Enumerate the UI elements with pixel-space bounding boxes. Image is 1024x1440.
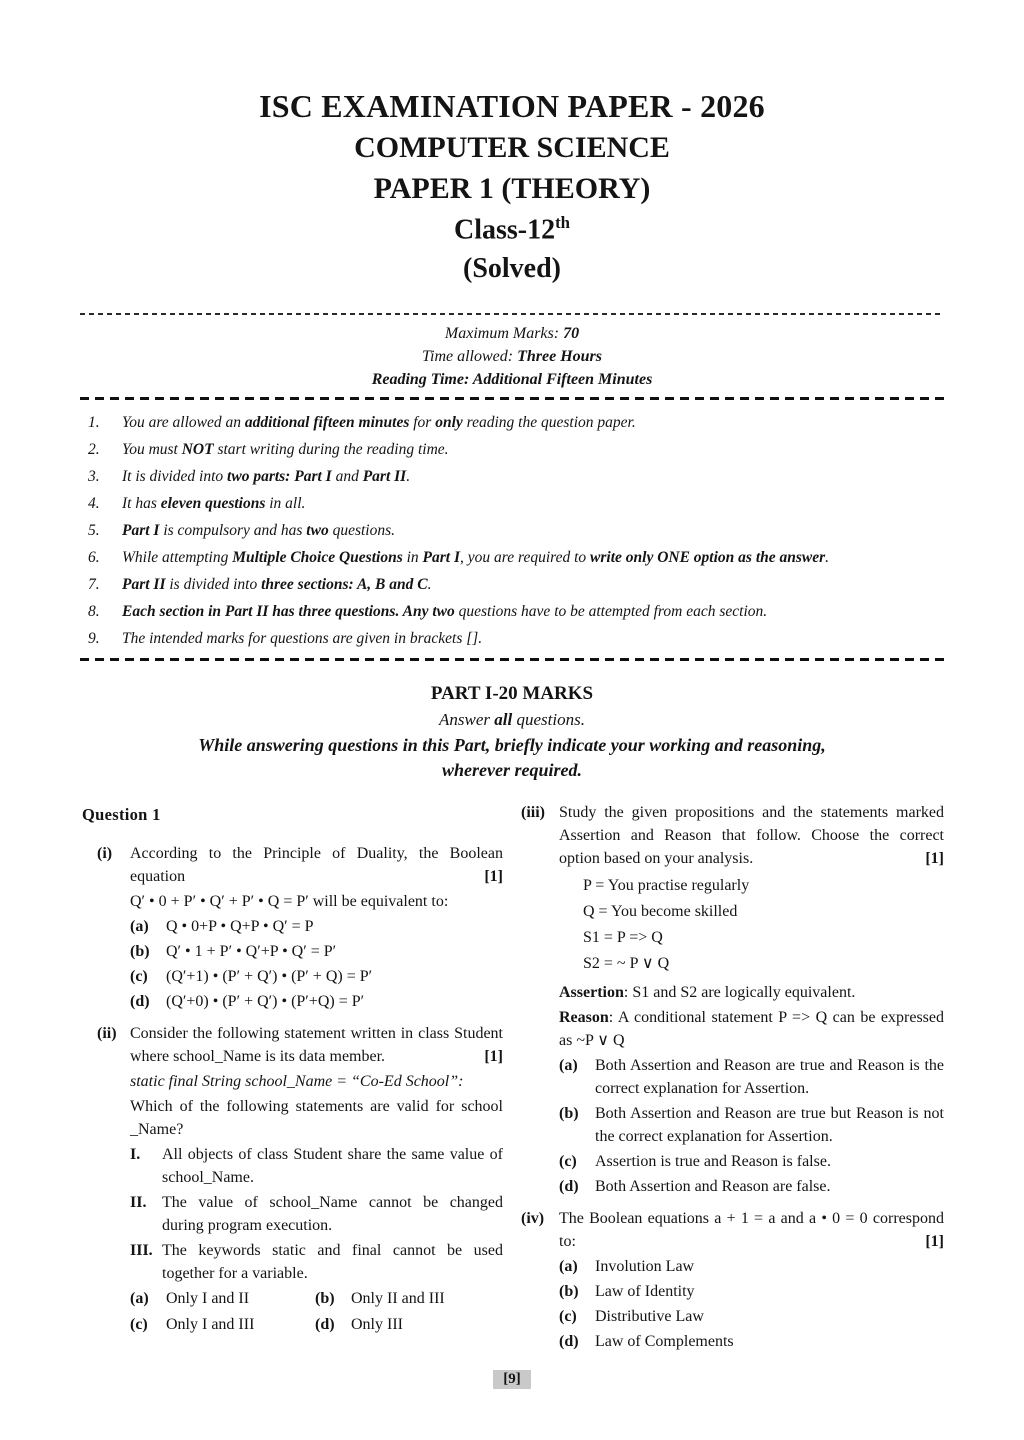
- option-label: (c): [130, 1316, 148, 1334]
- instruction-item: [80, 412, 944, 434]
- question-part: [80, 1022, 503, 1339]
- equation-line: Q′ • 0 + P′ • Q′ + P′ • Q = P′ will be equivalent to:: [130, 893, 449, 911]
- roman-statement-text: The keywords static and final cannot be used together for a variable.: [162, 1242, 503, 1283]
- roman-statement-label: II.: [130, 1194, 147, 1212]
- roman-statement-item: [130, 1191, 503, 1237]
- equation-line: static final String school_Name = “Co-Ed School”:: [130, 1073, 464, 1091]
- option-label: (a): [130, 1290, 149, 1308]
- option-item: [315, 1287, 503, 1310]
- option-text: Law of Identity: [595, 1283, 695, 1301]
- instruction-number: 7.: [88, 576, 100, 594]
- page-number-badge: [9]: [493, 1370, 531, 1389]
- instruction-item: [80, 466, 944, 488]
- question-part-label: (iii): [521, 804, 545, 822]
- question-part-body: [130, 842, 503, 1015]
- question1-left-parts: [80, 842, 503, 1339]
- part1-answer-note: Answer all questions.: [439, 710, 585, 730]
- option-item: [559, 1054, 944, 1100]
- option-text: (Q′+1) • (P′ + Q′) • (P′ + Q) = P′: [166, 968, 373, 986]
- option-text: Assertion is true and Reason is false.: [595, 1153, 831, 1171]
- question-part-label: (iv): [521, 1210, 545, 1228]
- instruction-text: Part II is divided into three sections: A, B and C.: [122, 576, 432, 594]
- option-item: [559, 1280, 944, 1303]
- roman-statement-list: [130, 1143, 503, 1285]
- options-list: [130, 915, 503, 1013]
- option-item: [559, 1102, 944, 1148]
- divider-heavy-dashed: [80, 658, 944, 661]
- option-text: Distributive Law: [595, 1308, 704, 1326]
- left-column: [80, 801, 503, 1362]
- option-label: (d): [315, 1316, 335, 1334]
- option-text: Only I and II: [166, 1290, 250, 1308]
- question-paragraph: Which of the following statements are valid for school _Name?: [130, 1098, 503, 1139]
- question-part-label: (i): [97, 845, 113, 863]
- instruction-item: [80, 520, 944, 542]
- part1-header: [80, 683, 944, 783]
- roman-statement-item: [130, 1239, 503, 1285]
- option-text: Both Assertion and Reason are true and Reason is the correct explanation for Assertion.: [595, 1057, 944, 1098]
- instruction-number: 2.: [88, 441, 100, 459]
- instruction-number: 1.: [88, 414, 100, 432]
- exam-meta-line: Time allowed: Three Hours: [421, 348, 602, 366]
- option-item: [559, 1150, 944, 1173]
- paper-title: ISC EXAMINATION PAPER - 2026: [259, 88, 765, 124]
- instruction-text: While attempting Multiple Choice Questions in Part I, you are required to write only ONE option as the answer.: [122, 549, 830, 567]
- option-item: [559, 1305, 944, 1328]
- marks-badge: [1]: [925, 850, 944, 868]
- option-item: [315, 1313, 503, 1336]
- roman-statement-item: [130, 1143, 503, 1189]
- instruction-number: 3.: [88, 468, 100, 486]
- part1-working-note: While answering questions in this Part, briefly indicate your working and reasoning, wherever required.: [198, 735, 826, 781]
- option-item: [559, 1255, 944, 1278]
- option-item: [130, 1313, 315, 1336]
- option-item: [130, 990, 503, 1013]
- option-item: [559, 1175, 944, 1198]
- instruction-text: Each section in Part II has three questions. Any two questions have to be attempted from each section.: [122, 603, 768, 621]
- paper-solved-label: (Solved): [463, 253, 561, 285]
- question-paragraph: Assertion: S1 and S2 are logically equivalent.: [559, 984, 856, 1002]
- question-part: [521, 1207, 944, 1355]
- paper-number-line: PAPER 1 (THEORY): [373, 172, 651, 205]
- paper-class: Class-12th: [453, 213, 571, 246]
- option-text: Both Assertion and Reason are true but Reason is not the correct explanation for Assertion.: [595, 1105, 944, 1146]
- option-text: Only II and III: [351, 1290, 445, 1308]
- option-label: (c): [559, 1153, 577, 1171]
- question-part-body: [559, 801, 944, 1200]
- divider-fine-dashed: [80, 313, 944, 315]
- option-text: Only III: [351, 1316, 403, 1334]
- options-row: [130, 1313, 503, 1336]
- instruction-text: The intended marks for questions are given in brackets [].: [122, 630, 483, 648]
- instruction-text: It has eleven questions in all.: [122, 495, 306, 513]
- option-text: Law of Complements: [595, 1333, 734, 1351]
- option-label: (b): [559, 1283, 579, 1301]
- option-label: (a): [559, 1258, 578, 1276]
- option-label: (c): [130, 968, 148, 986]
- options-grid: [130, 1287, 503, 1336]
- option-item: [130, 940, 503, 963]
- roman-statement-text: All objects of class Student share the same value of school_Name.: [162, 1146, 503, 1187]
- option-label: (a): [559, 1057, 578, 1075]
- paper-subject: COMPUTER SCIENCE: [354, 131, 670, 164]
- option-text: Only I and III: [166, 1316, 255, 1334]
- option-text: Both Assertion and Reason are false.: [595, 1178, 831, 1196]
- question1-heading: Question 1: [82, 805, 161, 825]
- paper-title-block: [80, 90, 944, 283]
- question-columns: [80, 801, 944, 1362]
- option-label: (d): [559, 1178, 579, 1196]
- question-paragraph: According to the Principle of Duality, the Boolean equation [1]: [130, 842, 503, 888]
- question-part: [521, 801, 944, 1200]
- instruction-item: [80, 493, 944, 515]
- exam-meta-line: Reading Time: Additional Fifteen Minutes: [371, 371, 653, 389]
- options-list: [559, 1255, 944, 1353]
- instruction-item: [80, 628, 944, 650]
- marks-badge: [1]: [484, 1048, 503, 1066]
- instruction-item: [80, 574, 944, 596]
- instruction-text: Part I is compulsory and has two questions.: [122, 522, 396, 540]
- instruction-number: 5.: [88, 522, 100, 540]
- question-paragraph: Reason: A conditional statement P => Q can be expressed as ~P ∨ Q: [559, 1009, 944, 1050]
- option-text: Involution Law: [595, 1258, 695, 1276]
- proposition-line: Q = You become skilled: [583, 903, 738, 921]
- exam-meta-block: [80, 322, 944, 391]
- roman-statement-text: The value of school_Name cannot be changed during program execution.: [162, 1194, 503, 1235]
- marks-badge: [1]: [484, 868, 503, 886]
- roman-statement-label: I.: [130, 1146, 141, 1164]
- question-part: [80, 842, 503, 1015]
- divider-heavy-dashed: [80, 397, 944, 400]
- option-item: [130, 1287, 315, 1310]
- marks-badge: [1]: [925, 1233, 944, 1251]
- instruction-number: 8.: [88, 603, 100, 621]
- option-item: [130, 915, 503, 938]
- option-text: Q • 0+P • Q+P • Q′ = P: [166, 918, 314, 936]
- instruction-number: 6.: [88, 549, 100, 567]
- option-label: (d): [130, 993, 150, 1011]
- option-text: Q′ • 1 + P′ • Q′+P • Q′ = P′: [166, 943, 337, 961]
- right-column: [521, 801, 944, 1362]
- instruction-item: [80, 439, 944, 461]
- instruction-text: You are allowed an additional fifteen minutes for only reading the question paper.: [122, 414, 636, 432]
- option-text: (Q′+0) • (P′ + Q′) • (P′+Q) = P′: [166, 993, 365, 1011]
- proposition-lines: [559, 873, 944, 977]
- question-part-body: [130, 1022, 503, 1339]
- proposition-line: S1 = P => Q: [583, 929, 663, 947]
- question-paragraph: The Boolean equations a + 1 = a and a • 0 = 0 correspond to: [1]: [559, 1207, 944, 1253]
- part1-title: PART I-20 MARKS: [430, 683, 594, 705]
- roman-statement-label: III.: [130, 1242, 153, 1260]
- option-label: (c): [559, 1308, 577, 1326]
- options-row: [130, 1287, 503, 1310]
- question-part-label: (ii): [97, 1025, 117, 1043]
- instruction-number: 4.: [88, 495, 100, 513]
- option-label: (a): [130, 918, 149, 936]
- instruction-text: It is divided into two parts: Part I and Part II.: [122, 468, 411, 486]
- proposition-line: S2 = ~ P ∨ Q: [583, 955, 670, 973]
- instruction-text: You must NOT start writing during the reading time.: [122, 441, 449, 459]
- option-label: (d): [559, 1333, 579, 1351]
- option-label: (b): [315, 1290, 335, 1308]
- question-paragraph: Study the given propositions and the statements marked Assertion and Reason that follow. Choose the correct option based on your analysis. [1]: [559, 801, 944, 870]
- question-paragraph: Consider the following statement written in class Student where school_Name is its data member. [1]: [130, 1022, 503, 1068]
- general-instructions-list: [80, 412, 944, 650]
- option-label: (b): [559, 1105, 579, 1123]
- option-label: (b): [130, 943, 150, 961]
- instruction-item: [80, 547, 944, 569]
- instruction-number: 9.: [88, 630, 100, 648]
- question-part-body: [559, 1207, 944, 1355]
- option-item: [130, 965, 503, 988]
- options-list: [559, 1054, 944, 1198]
- option-item: [559, 1330, 944, 1353]
- instruction-item: [80, 601, 944, 623]
- proposition-line: P = You practise regularly: [583, 877, 750, 895]
- exam-meta-line: Maximum Marks: 70: [444, 325, 580, 343]
